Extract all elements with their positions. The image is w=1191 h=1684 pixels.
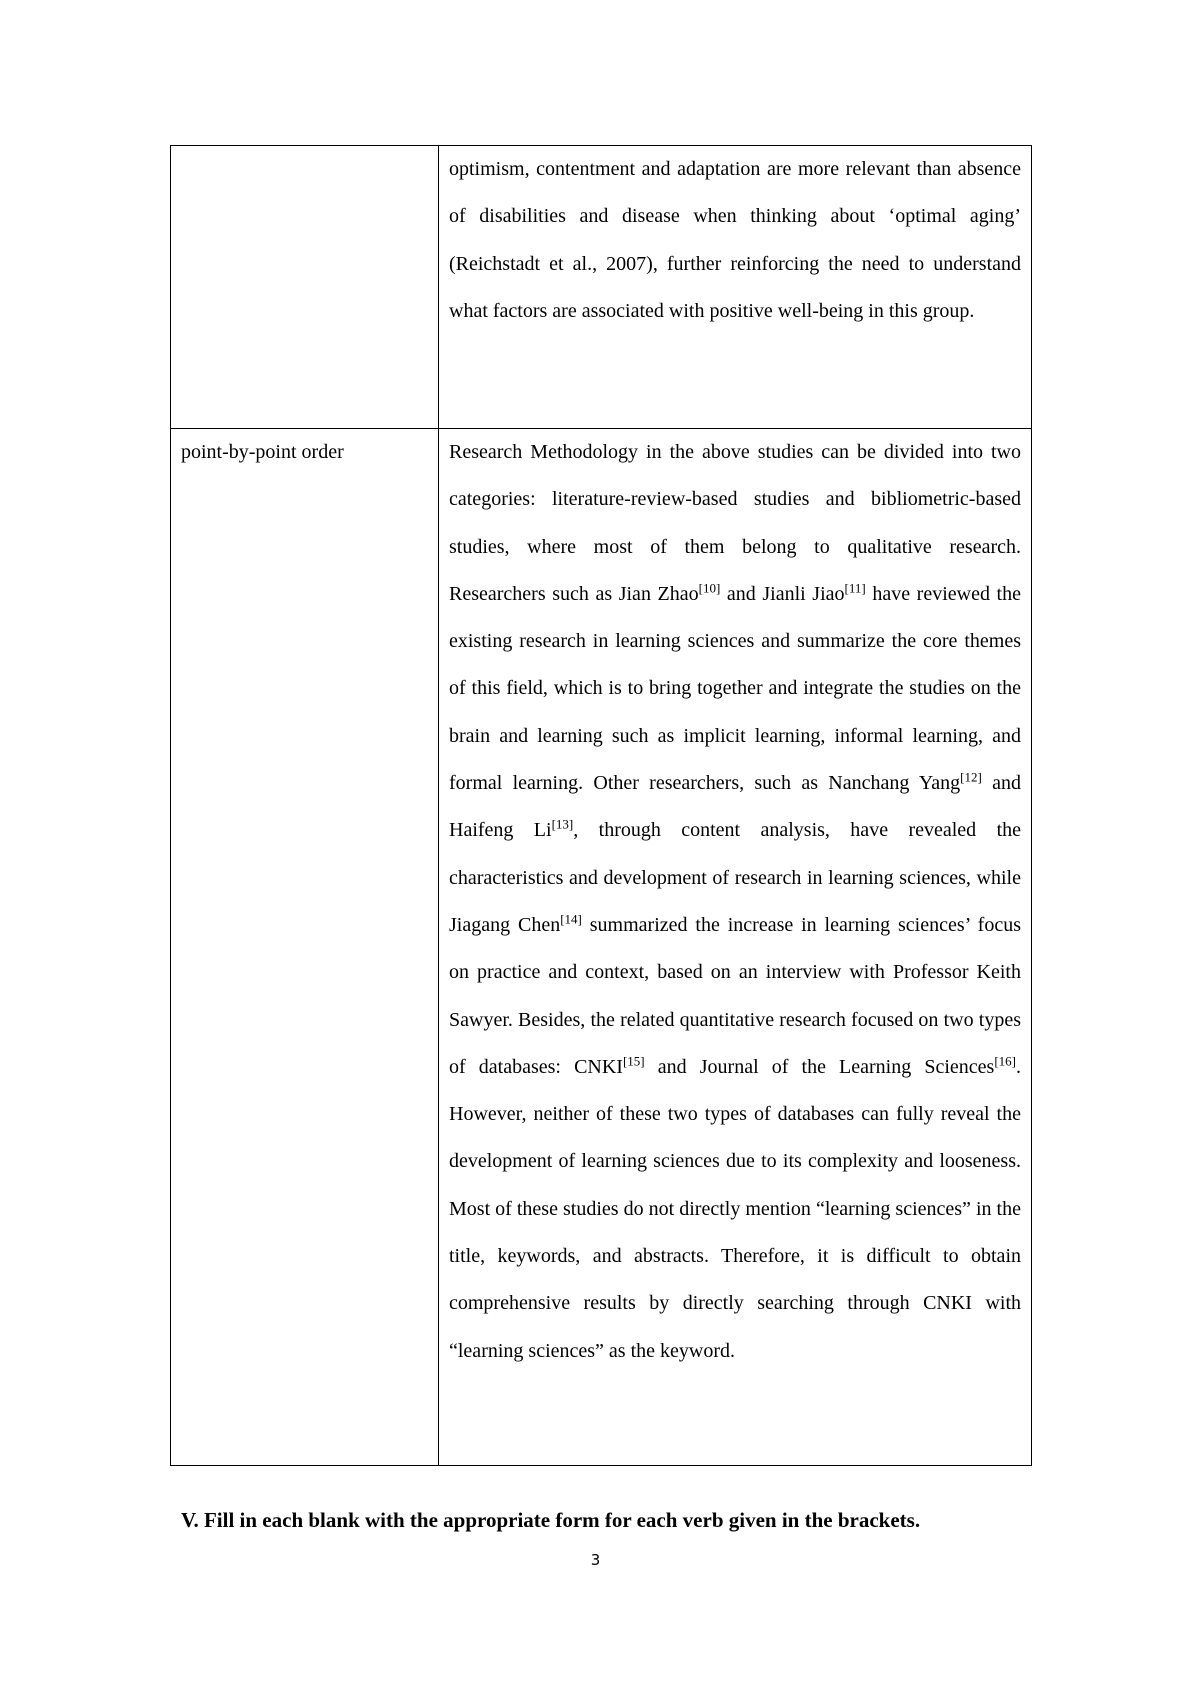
comparison-table [170, 145, 1032, 1466]
text-segment: . However, neither of these two types of databases can fully reveal the development of learning sciences due to its complexity and looseness. Most of these studies do not directly mention “learning sciences” in the title, keywords, and abstracts. Therefore, it is difficult to obtain comprehensive results by directly searching through CNKI with “learning sciences” as the keyword. [449, 1055, 1021, 1362]
table-row [171, 146, 1032, 429]
citation-ref: [16] [994, 1053, 1016, 1069]
citation-ref: [15] [622, 1053, 645, 1069]
citation-ref: [13] [551, 816, 574, 832]
row-label-cell [171, 429, 439, 1466]
exercise-heading: V. Fill in each blank with the appropriate form for each verb given in the brackets. [181, 1508, 921, 1532]
citation-ref: [12] [960, 769, 982, 785]
text-segment: , through content analysis, have revealed the characteristics and development of research in learning sciences, while Jiagang Chen [449, 819, 1021, 936]
citation-ref: [14] [560, 911, 582, 927]
row-content-cell [439, 146, 1032, 429]
text-segment: and Haifeng Li [449, 772, 1021, 842]
text-segment: and Jianli Jiao [720, 582, 845, 605]
citation-ref: [11] [844, 580, 866, 596]
text-segment: summarized the increase in learning sciences’ focus on practice and context, based on an interview with Professor Keith Sawyer. Besides, the related quantitative research focused on two types of databases: CNKI [449, 913, 1021, 1078]
row-content: optimism, contentment and adaptation are more relevant than absence of disabilities and disease when thinking about ‘optimal aging’ (Reichstadt et al., 2007), further reinforcing the need to understand what factors are associated with positive well-being in this group. [449, 158, 1021, 322]
text-segment: Research Methodology in the above studies can be divided into two categories: literature-review-based studies and bibliometric-based studies, where most of them belong to qualitative research. Researchers such as Jian Zhao [449, 441, 1021, 605]
page-number: 3 [590, 1551, 601, 1569]
row-content-cell [439, 429, 1032, 1466]
text-segment: have reviewed the existing research in learning sciences and summarize the core themes of this field, which is to bring together and integrate the studies on the brain and learning such as implicit learning, informal learning, and formal learning. Other researchers, such as Nanchang Yang [449, 582, 1021, 795]
citation-ref: [10] [698, 580, 721, 596]
row-content [449, 429, 1021, 1375]
row-label: point-by-point order [181, 441, 344, 463]
text-segment: and Journal of the Learning Sciences [644, 1055, 995, 1078]
table-row [171, 429, 1032, 1466]
row-label-cell [171, 146, 439, 429]
